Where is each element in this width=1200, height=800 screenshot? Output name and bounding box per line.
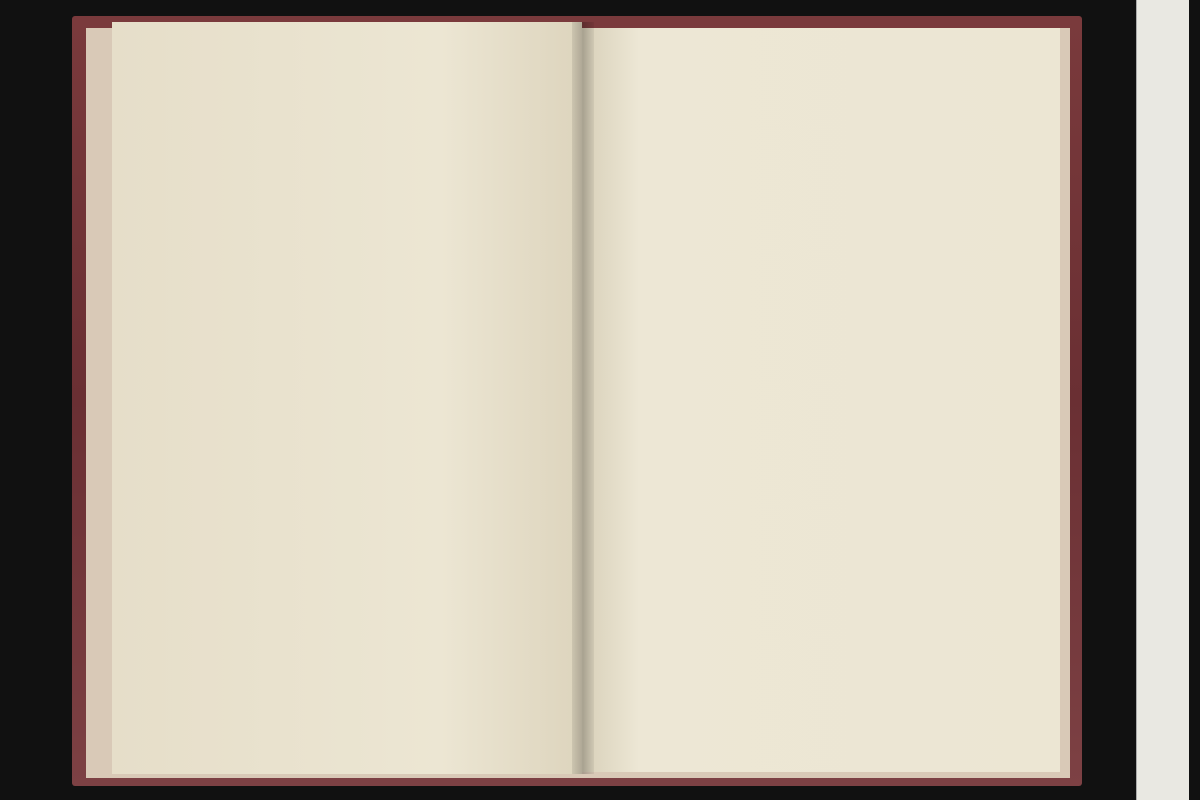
book-gutter — [572, 22, 594, 774]
left-page — [112, 22, 582, 774]
right-page — [582, 28, 1060, 772]
measuring-ruler — [1136, 0, 1189, 800]
